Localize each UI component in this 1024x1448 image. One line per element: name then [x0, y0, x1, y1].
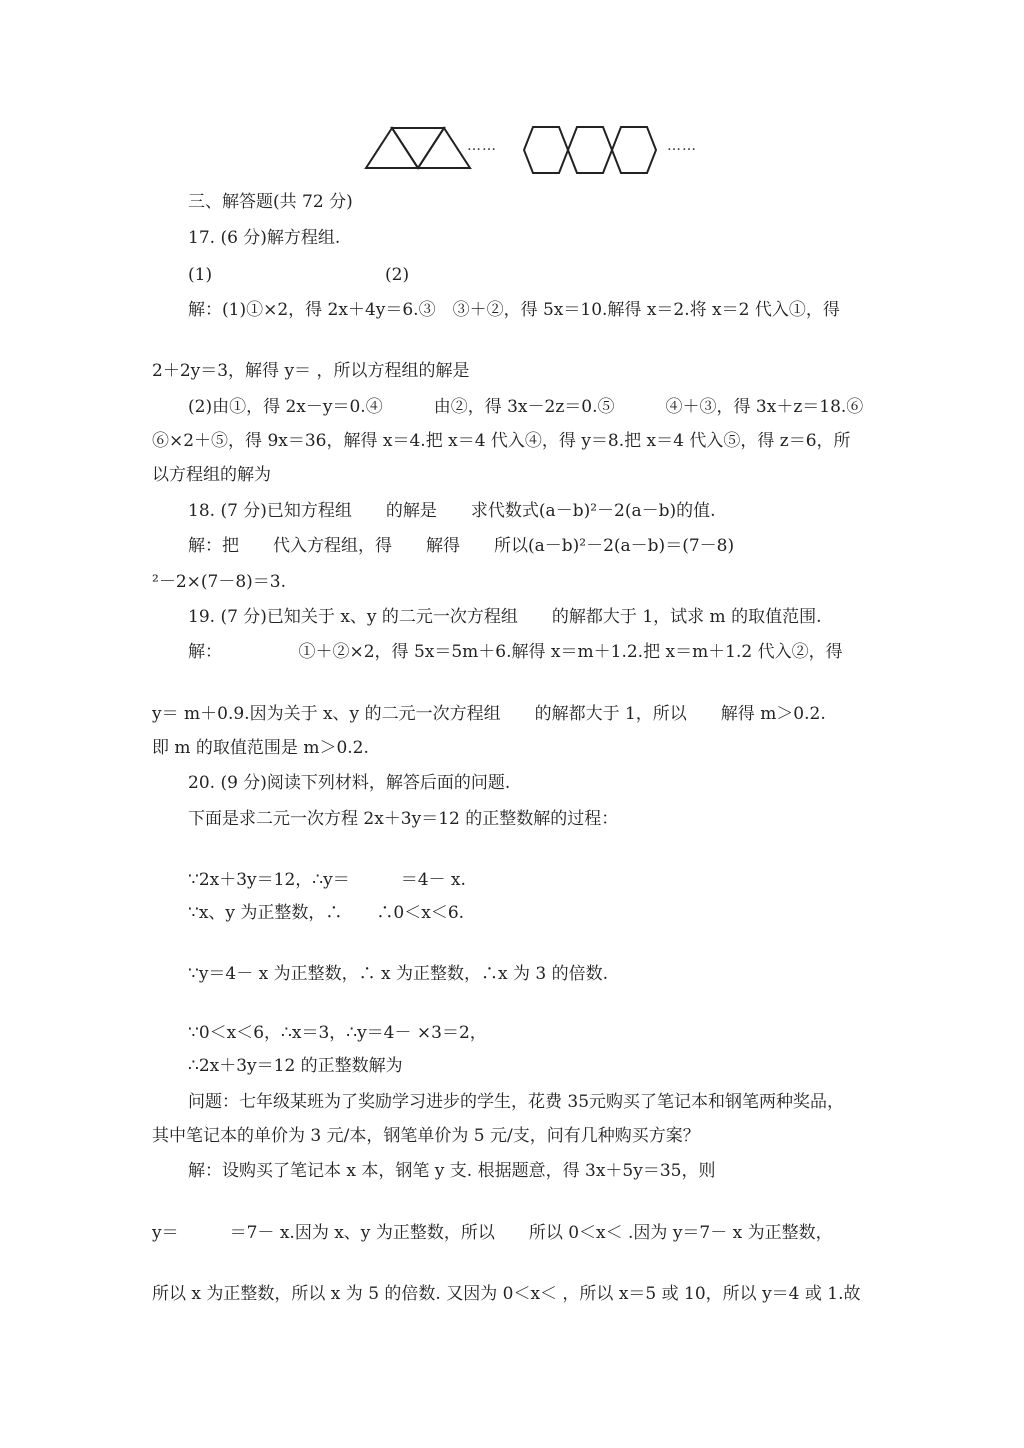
hexagon-1	[524, 127, 568, 173]
q17-title: 17. (6 分)解方程组.	[188, 228, 341, 248]
q20-material-step-4: ∵0＜x＜6，∴x＝3，∴y＝4－ ×3＝2，	[188, 1023, 487, 1043]
triangle-1	[366, 128, 418, 168]
q20-material-step-5: ∴2x＋3y＝12 的正整数解为	[188, 1056, 403, 1076]
q18-solution-line-2: ²－2×(7－8)＝3.	[152, 572, 286, 592]
hexagon-pattern	[524, 127, 656, 173]
q17-part1-label: (1)	[188, 265, 213, 285]
ellipsis-left: ……	[467, 138, 497, 154]
q17-solution-line-3: (2)由①，得 2x－y＝0.④ 由②，得 3x－2z＝0.⑤ ④＋③，得 3x＋z＝18.⑥	[188, 397, 864, 417]
q17-solution-line-4: ⑥×2＋⑤，得 9x＝36，解得 x＝4.把 x＝4 代入④，得 y＝8.把 x＝4 代入⑤，得 z＝6，所	[152, 431, 851, 451]
q20-material-intro: 下面是求二元一次方程 2x＋3y＝12 的正整数解的过程：	[188, 809, 619, 829]
ellipsis-right: ……	[667, 138, 697, 154]
q17-solution-line-1: 解：(1)①×2，得 2x＋4y＝6.③ ③＋②，得 5x＝10.解得 x＝2.将 x＝2 代入①，得	[188, 300, 840, 320]
q20-solution-line-3: 所以 x 为正整数，所以 x 为 5 的倍数. 又因为 0＜x＜ ，所以 x＝5 或 10，所以 y＝4 或 1.故	[152, 1284, 861, 1304]
q19-title: 19. (7 分)已知关于 x、y 的二元一次方程组 的解都大于 1，试求 m 的取值范围.	[188, 607, 822, 627]
section-heading: 三、解答题(共 72 分)	[188, 192, 353, 212]
q19-solution-line-1: 解： ①＋②×2，得 5x＝5m＋6.解得 x＝m＋1.2.把 x＝m＋1.2 代入②，得	[188, 642, 843, 662]
q20-material-step-2: ∵x、y 为正整数，∴ ∴0＜x＜6.	[188, 903, 465, 923]
hexagon-3	[612, 127, 656, 173]
hexagon-2	[568, 127, 612, 173]
q20-problem-line-1: 问题：七年级某班为了奖励学习进步的学生，花费 35元购买了笔记本和钢笔两种奖品，	[188, 1092, 845, 1112]
q18-title: 18. (7 分)已知方程组 的解是 求代数式(a－b)²－2(a－b)的值.	[188, 501, 716, 521]
triangle-3	[418, 128, 470, 168]
q20-solution-line-1: 解：设购买了笔记本 x 本，钢笔 y 支. 根据题意，得 3x＋5y＝35，则	[188, 1161, 716, 1181]
q17-solution-line-5: 以方程组的解为	[152, 465, 271, 485]
triangle-2	[392, 128, 444, 168]
q20-problem-line-2: 其中笔记本的单价为 3 元/本，钢笔单价为 5 元/支，问有几种购买方案？	[152, 1126, 700, 1146]
q19-solution-line-2: y＝ m＋0.9.因为关于 x、y 的二元一次方程组 的解都大于 1，所以 解得 m＞0.2.	[152, 704, 826, 724]
q17-solution-line-2: 2＋2y＝3，解得 y＝ ，所以方程组的解是	[152, 361, 470, 381]
pattern-figure	[360, 120, 705, 182]
triangle-pattern	[366, 128, 470, 168]
q18-solution-line-1: 解：把 代入方程组，得 解得 所以(a－b)²－2(a－b)＝(7－8)	[188, 536, 735, 556]
q20-title: 20. (9 分)阅读下列材料，解答后面的问题.	[188, 773, 511, 793]
q20-material-step-3: ∵y＝4－ x 为正整数，∴ x 为正整数，∴x 为 3 的倍数.	[188, 964, 609, 984]
q17-part2-label: (2)	[385, 265, 410, 285]
q20-material-step-1: ∵2x＋3y＝12，∴y＝ ＝4－ x.	[188, 870, 466, 890]
q19-solution-line-3: 即 m 的取值范围是 m＞0.2.	[152, 738, 369, 758]
q20-solution-line-2: y＝ ＝7－ x.因为 x、y 为正整数，所以 所以 0＜x＜ .因为 y＝7－ x 为正整数，	[152, 1223, 833, 1243]
